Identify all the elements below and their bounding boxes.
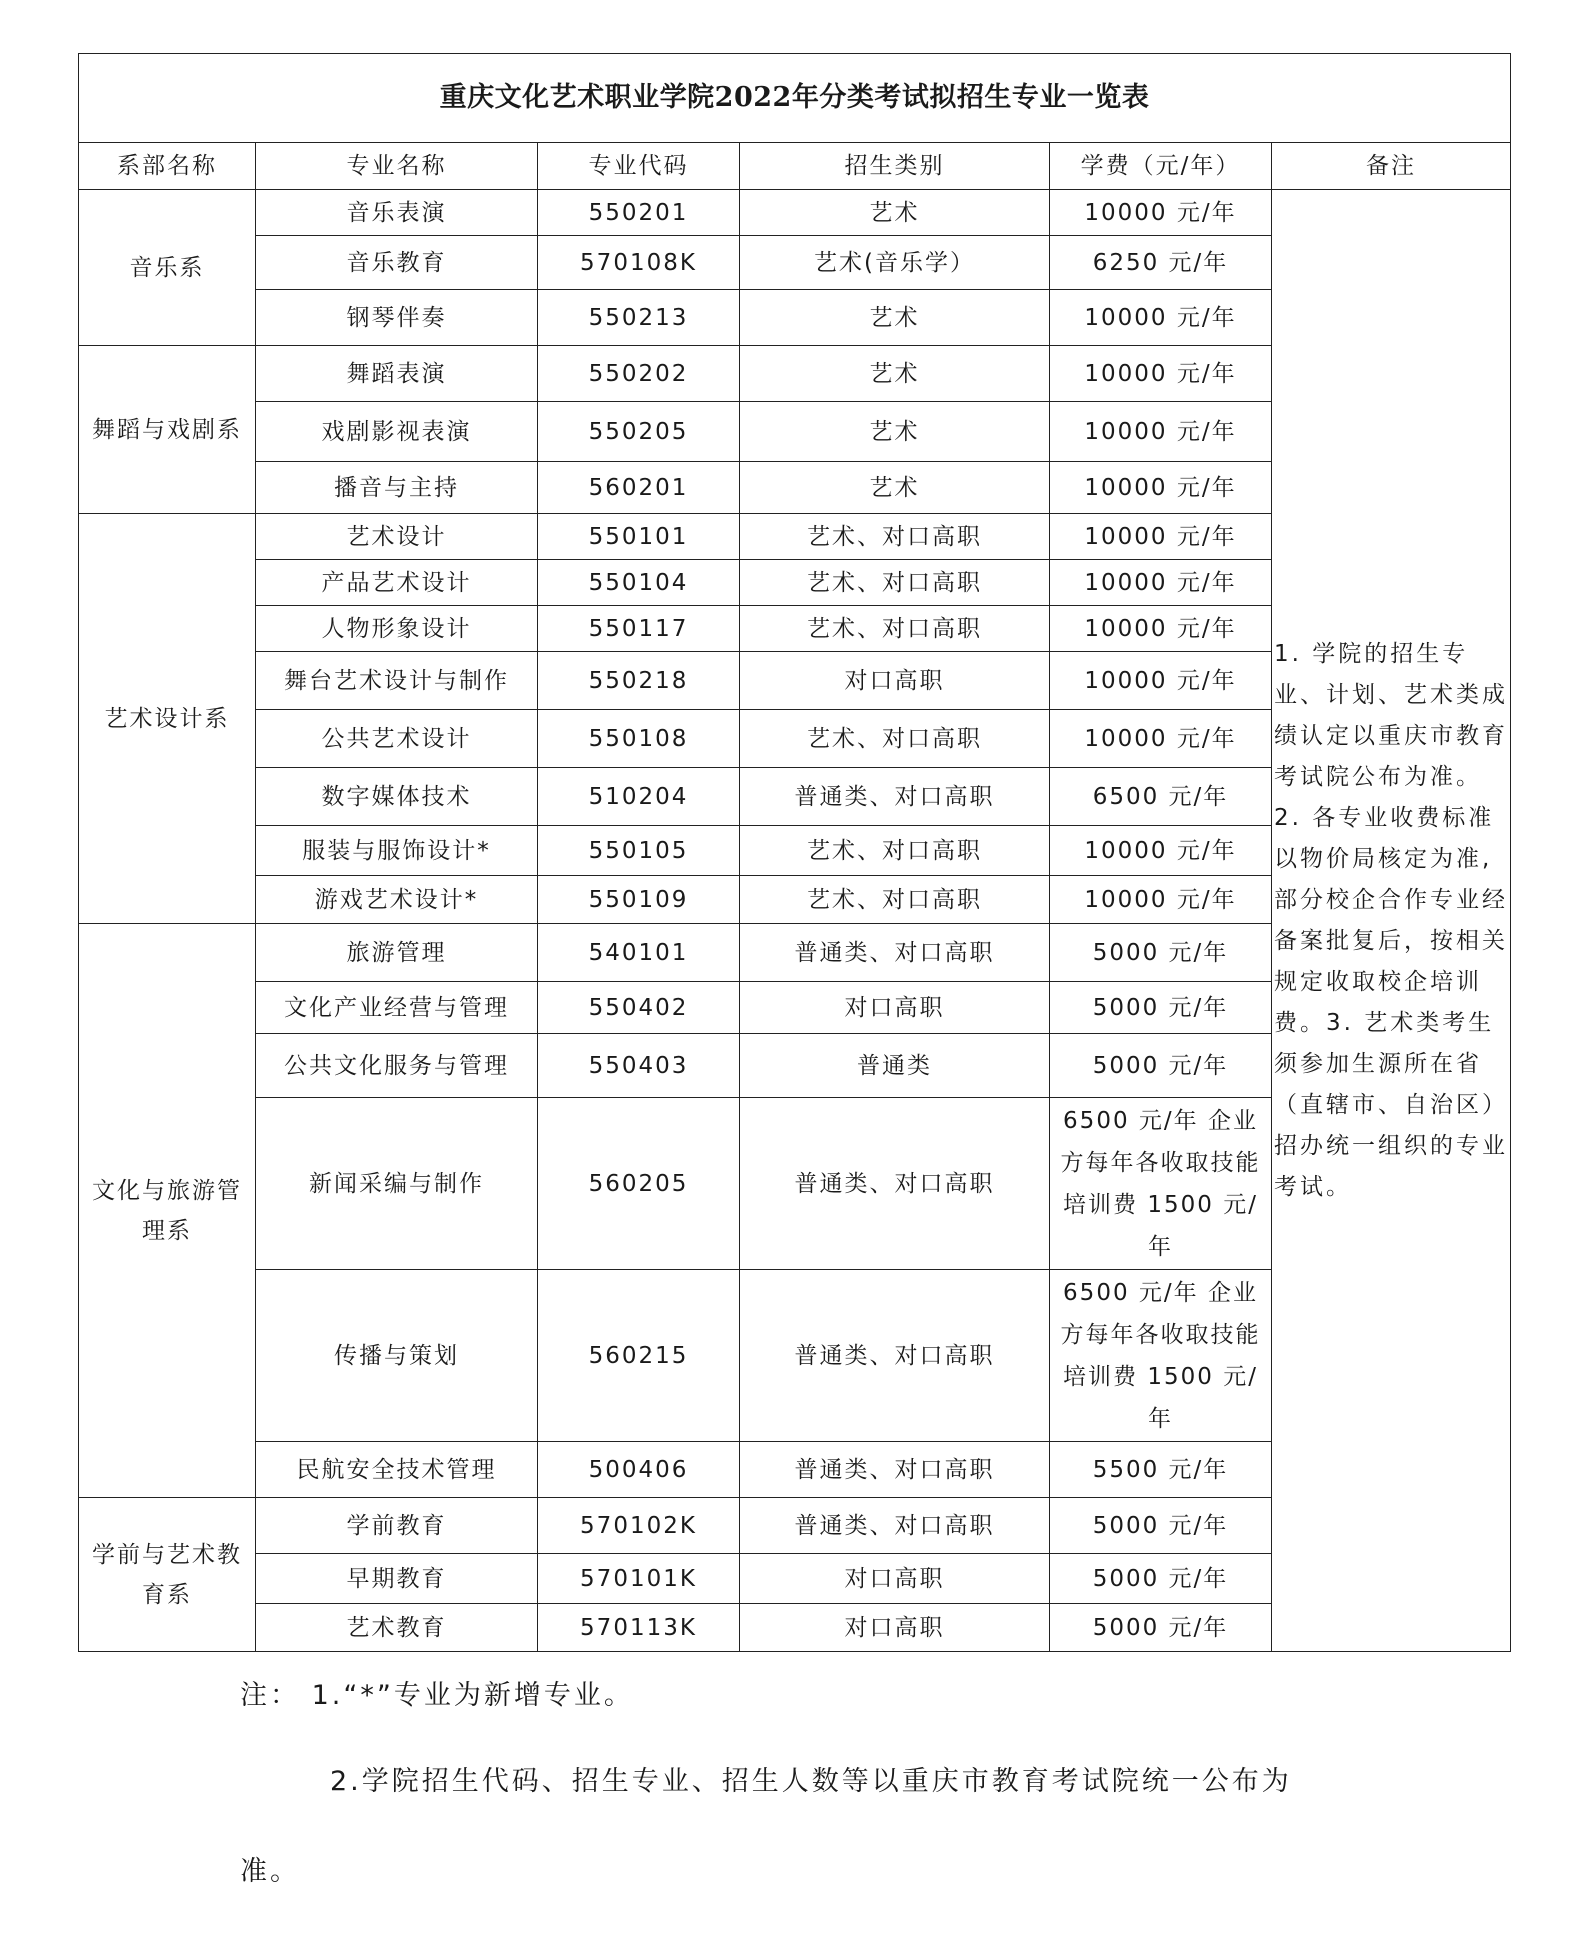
category-cell: 艺术 [740, 402, 1050, 462]
header-cell: 专业名称 [256, 143, 538, 190]
category-cell: 普通类、对口高职 [740, 1442, 1050, 1498]
table-row [79, 190, 1511, 236]
footnote-2: 2.学院招生代码、招生专业、招生人数等以重庆市教育考试院统一公布为 [330, 1766, 1292, 1797]
major-code-cell: 550108 [538, 710, 740, 768]
major-name-cell: 数字媒体技术 [256, 768, 538, 826]
category-cell: 艺术 [740, 346, 1050, 402]
category-cell: 艺术 [740, 290, 1050, 346]
major-name-cell: 文化产业经营与管理 [256, 982, 538, 1034]
major-name-cell: 旅游管理 [256, 924, 538, 982]
fee-cell: 5000 元/年 [1050, 982, 1272, 1034]
category-cell: 艺术 [740, 462, 1050, 514]
category-cell: 艺术 [740, 190, 1050, 236]
fee-cell: 10000 元/年 [1050, 514, 1272, 560]
major-name-cell: 服装与服饰设计* [256, 826, 538, 876]
category-cell: 普通类 [740, 1034, 1050, 1098]
major-name-cell: 产品艺术设计 [256, 560, 538, 606]
major-code-cell: 550403 [538, 1034, 740, 1098]
major-code-cell: 550117 [538, 606, 740, 652]
major-name-cell: 音乐教育 [256, 236, 538, 290]
fee-cell: 5500 元/年 [1050, 1442, 1272, 1498]
header-cell: 系部名称 [79, 143, 256, 190]
category-cell: 普通类、对口高职 [740, 924, 1050, 982]
fee-cell: 10000 元/年 [1050, 190, 1272, 236]
fee-cell: 5000 元/年 [1050, 1604, 1272, 1652]
fee-cell: 10000 元/年 [1050, 560, 1272, 606]
major-code-cell: 550402 [538, 982, 740, 1034]
major-name-cell: 民航安全技术管理 [256, 1442, 538, 1498]
major-name-cell: 钢琴伴奏 [256, 290, 538, 346]
fee-cell: 6500 元/年 [1050, 768, 1272, 826]
major-code-cell: 550218 [538, 652, 740, 710]
major-name-cell: 音乐表演 [256, 190, 538, 236]
major-name-cell: 公共文化服务与管理 [256, 1034, 538, 1098]
fee-cell: 6250 元/年 [1050, 236, 1272, 290]
footnote-1: 注： 1.“*”专业为新增专业。 [240, 1680, 634, 1711]
department-cell: 文化与旅游管理系 [79, 924, 256, 1498]
admissions-table [78, 53, 1511, 1652]
department-cell: 艺术设计系 [79, 514, 256, 924]
fee-cell: 10000 元/年 [1050, 652, 1272, 710]
major-name-cell: 公共艺术设计 [256, 710, 538, 768]
footnote-3: 准。 [240, 1856, 300, 1887]
department-cell: 音乐系 [79, 190, 256, 346]
fee-cell: 10000 元/年 [1050, 346, 1272, 402]
category-cell: 普通类、对口高职 [740, 1098, 1050, 1270]
category-cell: 普通类、对口高职 [740, 768, 1050, 826]
major-code-cell: 550201 [538, 190, 740, 236]
header-cell: 招生类别 [740, 143, 1050, 190]
category-cell: 对口高职 [740, 1554, 1050, 1604]
category-cell: 对口高职 [740, 982, 1050, 1034]
category-cell: 艺术(音乐学） [740, 236, 1050, 290]
category-cell: 艺术、对口高职 [740, 710, 1050, 768]
major-code-cell: 560205 [538, 1098, 740, 1270]
major-code-cell: 560201 [538, 462, 740, 514]
document [78, 53, 1510, 1887]
category-cell: 艺术、对口高职 [740, 606, 1050, 652]
major-name-cell: 学前教育 [256, 1498, 538, 1554]
fee-cell: 10000 元/年 [1050, 402, 1272, 462]
major-name-cell: 戏剧影视表演 [256, 402, 538, 462]
fee-cell: 6500 元/年 企业方每年各收取技能培训费 1500 元/年 [1050, 1098, 1272, 1270]
major-code-cell: 550105 [538, 826, 740, 876]
fee-cell: 10000 元/年 [1050, 876, 1272, 924]
major-name-cell: 早期教育 [256, 1554, 538, 1604]
major-code-cell: 550202 [538, 346, 740, 402]
major-code-cell: 570108K [538, 236, 740, 290]
major-name-cell: 新闻采编与制作 [256, 1098, 538, 1270]
major-name-cell: 舞蹈表演 [256, 346, 538, 402]
major-code-cell: 570113K [538, 1604, 740, 1652]
fee-cell: 5000 元/年 [1050, 924, 1272, 982]
fee-cell: 10000 元/年 [1050, 462, 1272, 514]
major-code-cell: 550109 [538, 876, 740, 924]
fee-cell: 5000 元/年 [1050, 1554, 1272, 1604]
major-code-cell: 560215 [538, 1270, 740, 1442]
major-name-cell: 游戏艺术设计* [256, 876, 538, 924]
remarks-cell: 1. 学院的招生专业、计划、艺术类成绩认定以重庆市教育考试院公布为准。2. 各专业收费标准以物价局核定为准,部分校企合作专业经备案批复后，按相关规定收取校企培训费。3. 艺术类考生须参加生源所在省（直辖市、自治区）招办统一组织的专业考试。 [1272, 190, 1511, 1652]
major-name-cell: 艺术教育 [256, 1604, 538, 1652]
category-cell: 艺术、对口高职 [740, 514, 1050, 560]
fee-cell: 10000 元/年 [1050, 710, 1272, 768]
major-code-cell: 540101 [538, 924, 740, 982]
fee-cell: 6500 元/年 企业方每年各收取技能培训费 1500 元/年 [1050, 1270, 1272, 1442]
header-row [79, 143, 1511, 190]
header-cell: 学费（元/年） [1050, 143, 1272, 190]
major-code-cell: 510204 [538, 768, 740, 826]
department-cell: 舞蹈与戏剧系 [79, 346, 256, 514]
category-cell: 艺术、对口高职 [740, 826, 1050, 876]
major-code-cell: 570102K [538, 1498, 740, 1554]
major-name-cell: 传播与策划 [256, 1270, 538, 1442]
category-cell: 普通类、对口高职 [740, 1498, 1050, 1554]
major-name-cell: 人物形象设计 [256, 606, 538, 652]
category-cell: 对口高职 [740, 652, 1050, 710]
fee-cell: 5000 元/年 [1050, 1034, 1272, 1098]
category-cell: 对口高职 [740, 1604, 1050, 1652]
major-code-cell: 550104 [538, 560, 740, 606]
department-cell: 学前与艺术教育系 [79, 1498, 256, 1652]
major-code-cell: 550101 [538, 514, 740, 560]
header-cell: 备注 [1272, 143, 1511, 190]
fee-cell: 10000 元/年 [1050, 826, 1272, 876]
category-cell: 艺术、对口高职 [740, 560, 1050, 606]
fee-cell: 10000 元/年 [1050, 290, 1272, 346]
category-cell: 普通类、对口高职 [740, 1270, 1050, 1442]
major-code-cell: 550213 [538, 290, 740, 346]
table-title: 重庆文化艺术职业学院2022年分类考试拟招生专业一览表 [79, 54, 1511, 143]
major-code-cell: 500406 [538, 1442, 740, 1498]
major-name-cell: 播音与主持 [256, 462, 538, 514]
fee-cell: 10000 元/年 [1050, 606, 1272, 652]
fee-cell: 5000 元/年 [1050, 1498, 1272, 1554]
major-name-cell: 舞台艺术设计与制作 [256, 652, 538, 710]
header-cell: 专业代码 [538, 143, 740, 190]
major-name-cell: 艺术设计 [256, 514, 538, 560]
major-code-cell: 550205 [538, 402, 740, 462]
category-cell: 艺术、对口高职 [740, 876, 1050, 924]
major-code-cell: 570101K [538, 1554, 740, 1604]
